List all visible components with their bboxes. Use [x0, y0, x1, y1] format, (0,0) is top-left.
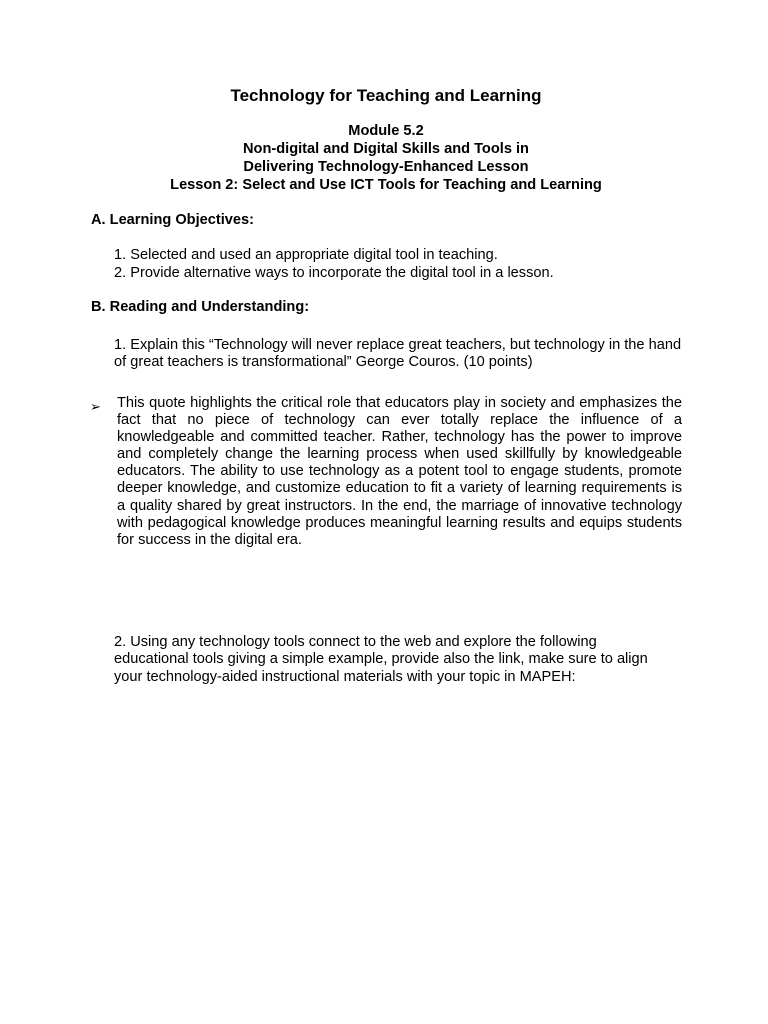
learning-objectives-heading: A. Learning Objectives: [91, 212, 255, 228]
objective-item: 1. Selected and used an appropriate digital tool in teaching. [114, 247, 498, 263]
question-1: 1. Explain this “Technology will never replace great teachers, but technology in the hand of great teachers is transformational” George Couros. (10 points) [114, 337, 682, 371]
reading-understanding-heading: B. Reading and Understanding: [91, 299, 310, 315]
module-heading [0, 123, 768, 195]
module-subtitle-line2: Delivering Technology-Enhanced Lesson [243, 159, 529, 175]
objective-item: 2. Provide alternative ways to incorporate the digital tool in a lesson. [114, 265, 554, 281]
lesson-title: Lesson 2: Select and Use ICT Tools for Teaching and Learning [170, 177, 602, 193]
objectives-list [114, 247, 554, 283]
module-number: Module 5.2 [348, 123, 424, 139]
module-subtitle-line1: Non-digital and Digital Skills and Tools in [243, 141, 529, 157]
document-title: Technology for Teaching and Learning [230, 86, 542, 105]
answer-1: This quote highlights the critical role that educators play in society and emphasizes the fact that no piece of technology can ever totally replace the influence of a knowledgeable and committed teacher. Rather, technology has the power to improve and completely change the learning process when used skillfully by knowledgeable educators. The ability to use technology as a potent tool to engage students, promote deeper knowledge, and customize education to fit a variety of learning requirements is a quality shared by great instructors. In the end, the marriage of innovative technology with pedagogical knowledge produces meaningful learning results and equips students for success in the digital era. [117, 395, 682, 548]
question-2: 2. Using any technology tools connect to the web and explore the following educational tools giving a simple example, provide also the link, make sure to align your technology-aided instructional materials with your topic in MAPEH: [114, 634, 648, 685]
arrow-bullet-icon: ➢ [90, 399, 101, 414]
